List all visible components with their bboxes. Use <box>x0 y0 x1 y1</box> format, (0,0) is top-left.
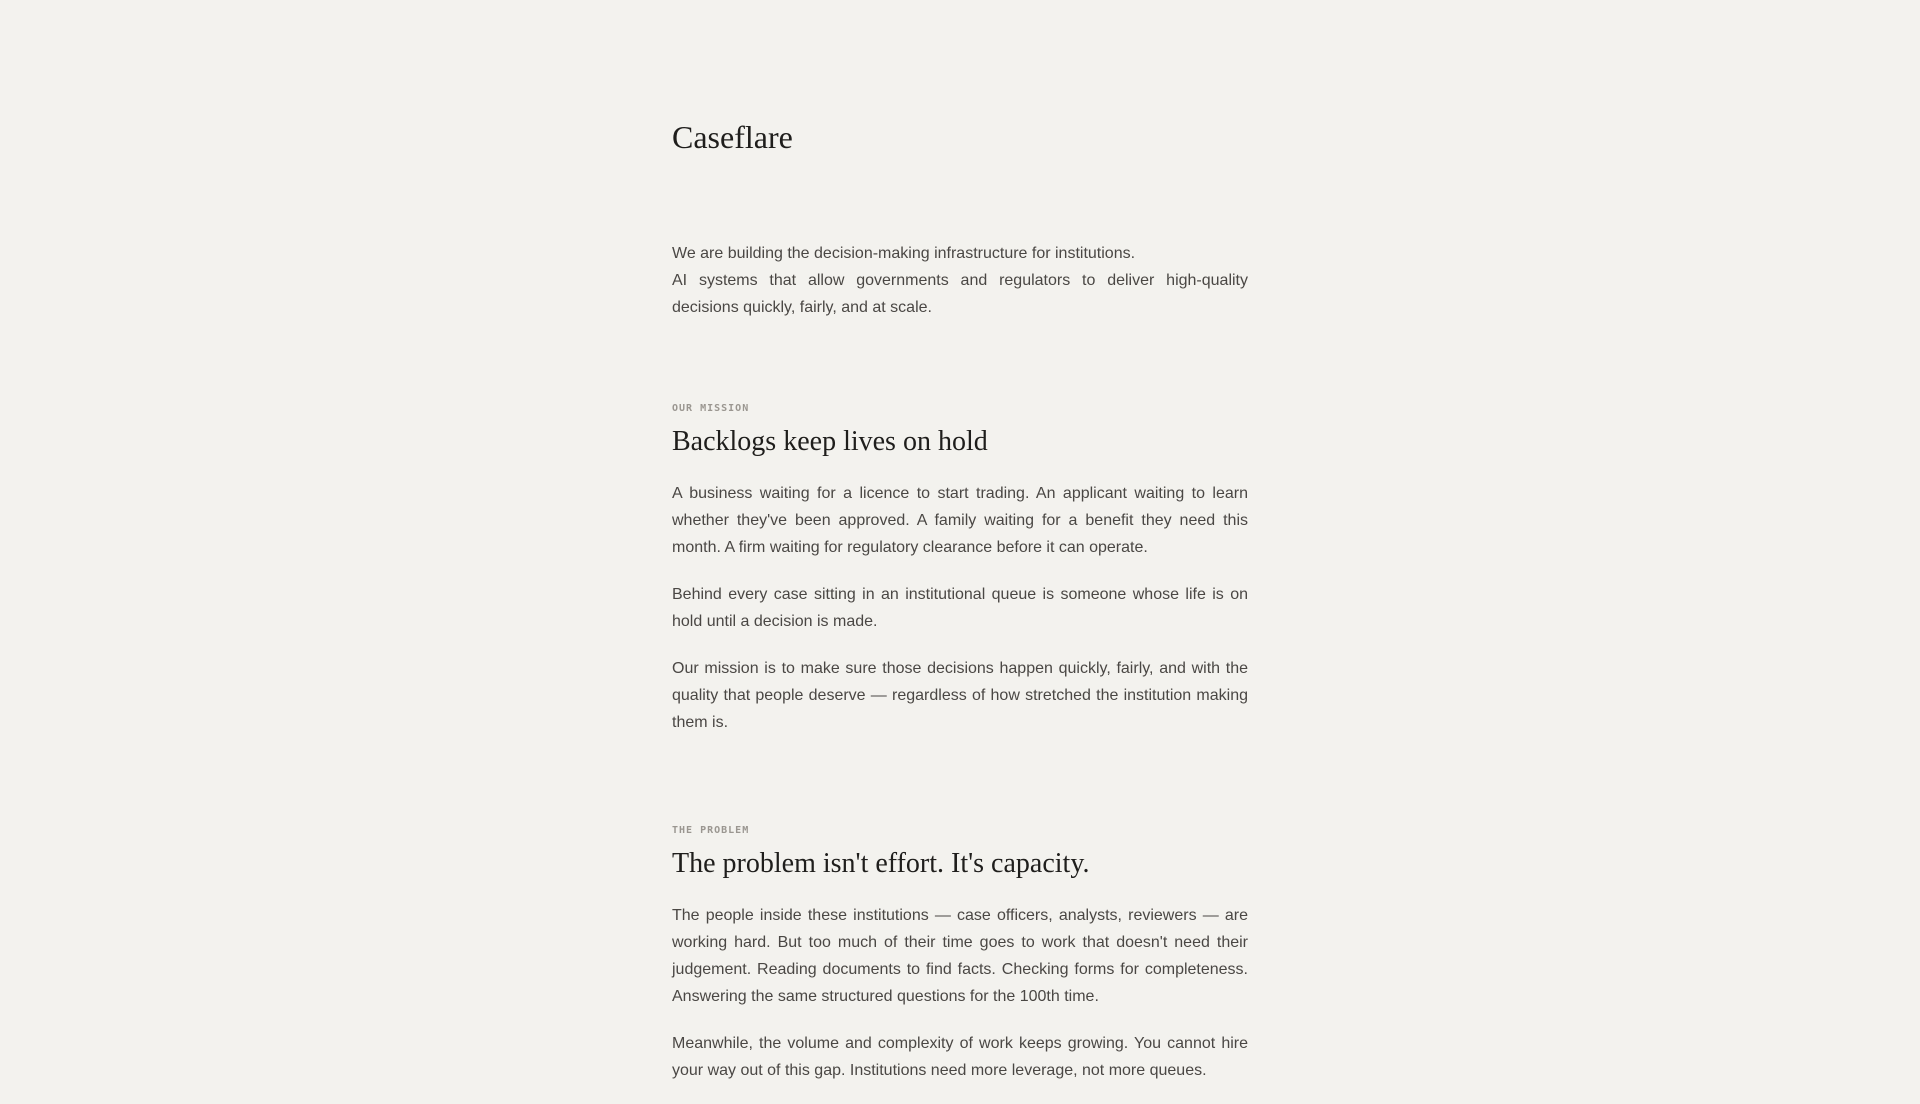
intro-line-1: We are building the decision-making infrastructure for institutions. <box>672 245 1136 262</box>
mission-section <box>672 402 1248 756</box>
section-title: Backlogs keep lives on hold <box>672 426 988 457</box>
problem-section <box>672 824 1248 1104</box>
section-eyebrow: THE PROBLEM <box>672 825 750 836</box>
paragraph: The people inside these institutions — case officers, analysts, reviewers — are working hard. But too much of their time goes to work that doesn't need their judgement. Reading documents to find facts. Checking forms for completeness. Answering the same structured questions for the 100th time. <box>672 907 1248 1005</box>
section-title: The problem isn't effort. It's capacity. <box>672 848 1090 879</box>
intro <box>672 240 1248 321</box>
section-eyebrow: OUR MISSION <box>672 403 750 414</box>
intro-line-2: AI systems that allow governments and regulators to deliver high-quality decisions quickly, fairly, and at scale. <box>672 272 1248 316</box>
paragraph: A business waiting for a licence to start trading. An applicant waiting to learn whether they've been approved. A family waiting for a benefit they need this month. A firm waiting for regulatory clearance before it can operate. <box>672 485 1248 556</box>
paragraph: Behind every case sitting in an institutional queue is someone whose life is on hold until a decision is made. <box>672 586 1248 630</box>
brand-logo[interactable]: Caseflare <box>672 119 793 155</box>
paragraph: Our mission is to make sure those decisions happen quickly, fairly, and with the quality that people deserve — regardless of how stretched the institution making them is. <box>672 660 1248 731</box>
paragraph: Meanwhile, the volume and complexity of work keeps growing. You cannot hire your way out of this gap. Institutions need more leverage, not more queues. <box>672 1035 1248 1079</box>
